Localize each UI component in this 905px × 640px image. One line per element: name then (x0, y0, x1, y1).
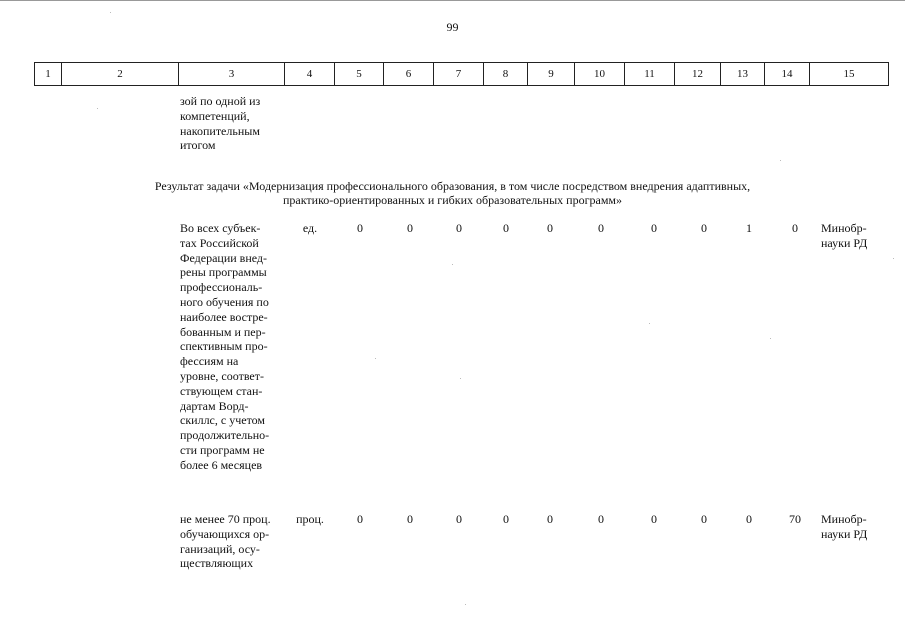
text-line: ганизаций, осу- (180, 541, 260, 556)
page-number: 99 (446, 20, 459, 34)
column-header: 2 (62, 63, 179, 86)
value-cell: 0 (407, 221, 413, 235)
value-cell: 0 (456, 512, 462, 526)
value-cell: 0 (547, 512, 553, 526)
continued-indicator-text (180, 94, 284, 153)
text-line: Во всех субъек- (180, 221, 261, 235)
text-line: Минобр- (821, 512, 867, 526)
text-line: ного обучения по (180, 294, 269, 309)
value-cell: 0 (701, 221, 707, 235)
column-header: 15 (810, 63, 889, 86)
text-line: зой по одной из (180, 94, 261, 108)
unit-cell: проц. (296, 512, 324, 526)
value-cell: 0 (598, 221, 604, 235)
text-line: скиллс, с учетом (180, 413, 266, 428)
text-line: науки РД (821, 526, 868, 541)
text-line: дартам Ворд- (180, 398, 249, 413)
scan-speck (893, 258, 894, 259)
value-cell: 0 (407, 512, 413, 526)
column-header: 13 (721, 63, 765, 86)
value-cell: 0 (792, 221, 798, 235)
column-header: 14 (765, 63, 810, 86)
value-cell: 0 (547, 221, 553, 235)
value-cell: 1 (746, 221, 752, 235)
column-header: 10 (575, 63, 625, 86)
value-cell: 0 (746, 512, 752, 526)
column-header: 4 (285, 63, 335, 86)
text-line: ществляющих (180, 556, 254, 571)
column-number-header (34, 62, 889, 86)
scan-speck (465, 604, 466, 605)
text-line: ствующем стан- (180, 383, 263, 398)
text-line: компетенций, (180, 108, 250, 123)
column-header: 5 (335, 63, 384, 86)
heading-line: практико-ориентированных и гибких образовательных программ» (283, 193, 622, 207)
value-cell: 0 (651, 512, 657, 526)
column-header: 1 (35, 63, 62, 86)
responsible-cell (821, 512, 881, 542)
column-header: 12 (675, 63, 721, 86)
task-result-heading (0, 179, 905, 207)
text-line: спективным про- (180, 339, 268, 354)
text-line: накопительным (180, 123, 260, 138)
value-cell: 0 (357, 221, 363, 235)
responsible-cell (821, 221, 881, 251)
text-line: фессиям на (180, 354, 239, 369)
text-line: сти программ не (180, 442, 265, 457)
page-top-edge (0, 0, 905, 1)
value-cell: 0 (651, 221, 657, 235)
scan-speck (780, 160, 781, 161)
text-line: науки РД (821, 235, 868, 250)
text-line: Минобр- (821, 221, 867, 235)
text-line: тах Российской (180, 235, 259, 250)
text-line: рены программы (180, 265, 267, 280)
text-line: наиболее востре- (180, 309, 268, 324)
value-cell: 70 (789, 512, 801, 526)
value-cell: 0 (456, 221, 462, 235)
scan-speck (375, 358, 376, 359)
scan-speck (97, 108, 98, 109)
column-header: 8 (484, 63, 528, 86)
heading-line: Результат задачи «Модернизация профессионального образования, в том числе посредством внедрения адаптивных, (154, 179, 751, 193)
text-line: обучающихся ор- (180, 526, 270, 541)
value-cell: 0 (503, 221, 509, 235)
text-line: профессиональ- (180, 280, 263, 295)
column-header: 3 (179, 63, 285, 86)
column-header: 6 (384, 63, 434, 86)
scan-speck (460, 378, 461, 379)
value-cell: 0 (598, 512, 604, 526)
text-line: более 6 месяцев (180, 457, 263, 472)
scan-speck (452, 264, 453, 265)
text-line: не менее 70 проц. (180, 512, 271, 526)
unit-cell: ед. (302, 221, 318, 235)
column-header: 7 (434, 63, 484, 86)
value-cell: 0 (701, 512, 707, 526)
text-line: уровне, соответ- (180, 368, 264, 383)
scan-speck (110, 12, 111, 13)
scan-speck (770, 338, 771, 339)
column-header: 9 (528, 63, 575, 86)
column-header: 11 (625, 63, 675, 86)
text-line: итогом (180, 138, 216, 153)
value-cell: 0 (357, 512, 363, 526)
text-line: продолжительно- (180, 428, 270, 443)
indicator-text (180, 221, 284, 473)
indicator-text (180, 512, 284, 571)
text-line: Федерации внед- (180, 250, 268, 265)
text-line: бованным и пер- (180, 324, 266, 339)
value-cell: 0 (503, 512, 509, 526)
scan-speck (649, 323, 650, 324)
